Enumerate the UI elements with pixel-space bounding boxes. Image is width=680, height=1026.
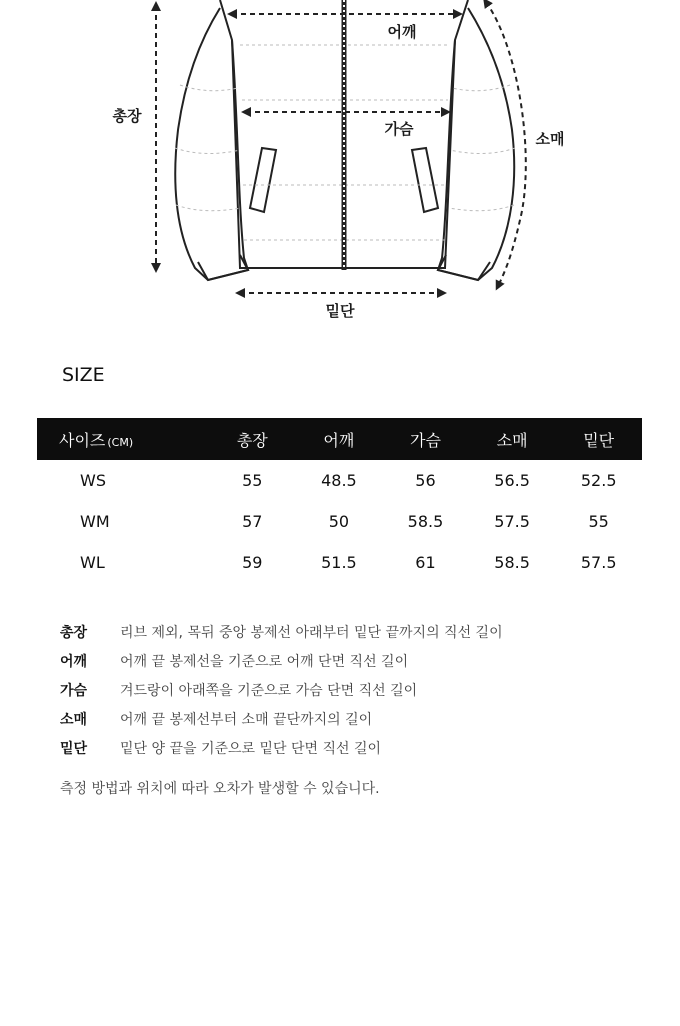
header-size-cell <box>37 418 209 460</box>
size-section-title: SIZE <box>62 364 105 386</box>
definition-row <box>60 675 503 704</box>
header-sleeve: 소매 <box>496 430 528 450</box>
definition-desc: 밑단 양 끝을 기준으로 밑단 단면 직선 길이 <box>120 740 382 757</box>
definition-row <box>60 733 503 762</box>
cell-sleeve: 58.5 <box>494 553 530 572</box>
cell-sleeve: 56.5 <box>494 471 530 490</box>
cell-total-length: 59 <box>242 553 263 572</box>
cell-hem: 57.5 <box>580 553 617 572</box>
jacket-measurement-diagram <box>0 0 680 330</box>
cell-total-length: 55 <box>242 471 263 490</box>
shoulder-label: 어깨 <box>387 23 417 41</box>
definition-row <box>60 646 503 675</box>
header-shoulder: 어깨 <box>323 430 355 450</box>
definition-row <box>60 617 503 646</box>
table-row <box>37 460 642 501</box>
cell-sleeve: 57.5 <box>494 512 530 531</box>
hem-label: 밑단 <box>325 302 355 320</box>
row-size: WL <box>80 553 105 572</box>
cell-chest: 58.5 <box>407 512 444 531</box>
total-length-label: 총장 <box>112 107 142 125</box>
definition-desc: 리브 제외, 목뒤 중앙 봉제선 아래부터 밑단 끝까지의 직선 길이 <box>120 624 503 641</box>
cell-chest: 56 <box>415 471 436 490</box>
definition-term: 가슴 <box>60 682 88 699</box>
chest-label: 가슴 <box>384 120 414 138</box>
cell-hem: 52.5 <box>580 471 617 490</box>
header-total-length: 총장 <box>236 430 268 450</box>
definition-desc: 겨드랑이 아래쪽을 기준으로 가슴 단면 직선 길이 <box>120 682 418 699</box>
header-chest: 가슴 <box>410 430 441 450</box>
definition-desc: 어깨 끝 봉제선부터 소매 끝단까지의 길이 <box>120 711 373 728</box>
cell-shoulder: 51.5 <box>321 553 357 572</box>
header-size-label: 사이즈 <box>59 430 106 450</box>
cell-shoulder: 48.5 <box>321 471 357 490</box>
row-size: WS <box>80 471 106 490</box>
cell-chest: 61 <box>415 553 436 572</box>
cell-shoulder: 50 <box>328 512 350 531</box>
definition-desc: 어깨 끝 봉제선을 기준으로 어깨 단면 직선 길이 <box>120 653 409 670</box>
measurement-note: 측정 방법과 위치에 따라 오차가 발생할 수 있습니다. <box>60 781 380 797</box>
definition-term: 밑단 <box>60 740 88 757</box>
definition-row <box>60 704 503 733</box>
header-hem: 밑단 <box>583 430 615 450</box>
definition-term: 소매 <box>60 711 88 728</box>
measurement-definitions <box>60 617 503 762</box>
definition-term: 총장 <box>60 624 88 641</box>
cell-hem: 55 <box>588 512 609 531</box>
cell-total-length: 57 <box>242 512 263 531</box>
sleeve-label: 소매 <box>535 130 565 148</box>
table-row <box>37 501 642 542</box>
table-header-row <box>37 418 642 460</box>
definition-term: 어깨 <box>60 653 88 670</box>
size-table <box>37 418 642 583</box>
header-unit: (CM) <box>107 435 134 449</box>
table-row <box>37 542 642 583</box>
sleeve-arrow <box>486 2 526 286</box>
row-size: WM <box>80 512 110 531</box>
